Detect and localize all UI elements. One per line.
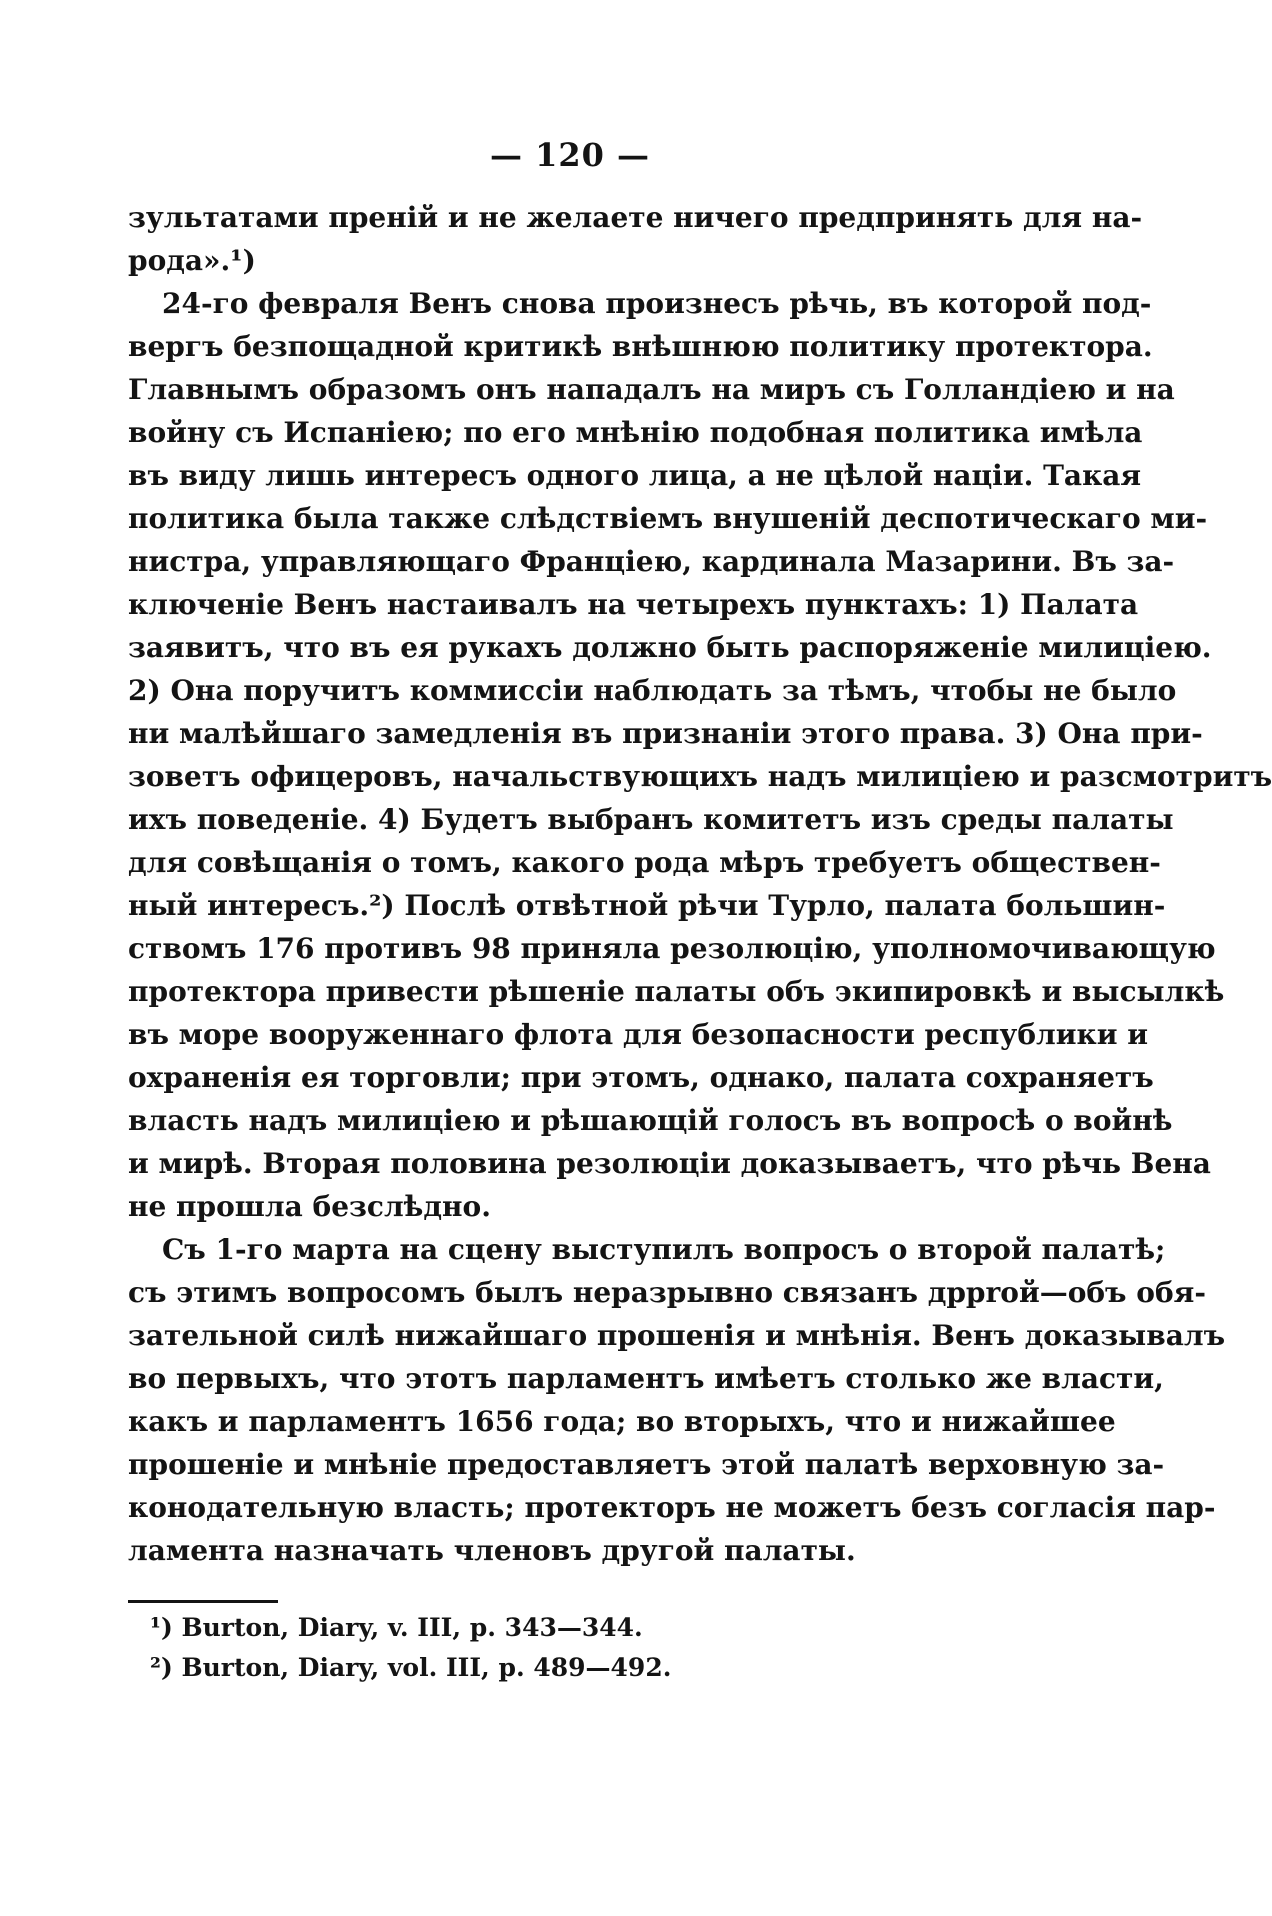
text-line: заявитъ, что въ ея рукахъ должно быть распоряженіе милиціею.: [128, 631, 1212, 664]
text-line: въ виду лишь интересъ одного лица, а не цѣлой націи. Такая: [128, 459, 1142, 492]
text-line: 2) Она поручитъ коммиссіи наблюдать за тѣмъ, чтобы не было: [128, 674, 1177, 707]
footnote-mark: ¹): [150, 1613, 173, 1642]
text-line: нистра, управляющаго Франціею, кардинала Мазарини. Въ за-: [128, 545, 1175, 578]
text-line: зательной силѣ нижайшаго прошенія и мнѣнія. Венъ доказывалъ: [128, 1319, 1226, 1352]
text-line: ствомъ 176 противъ 98 приняла резолюцію, уполномочивающую: [128, 932, 1216, 965]
text-line: во первыхъ, что этотъ парламентъ имѣетъ столько же власти,: [128, 1362, 1164, 1395]
text-line: Съ 1-го марта на сцену выступилъ вопросъ о второй палатѣ;: [162, 1233, 1166, 1266]
text-line: съ этимъ вопросомъ былъ неразрывно связанъ дррroй—объ обя-: [128, 1276, 1206, 1309]
text-line: ни малѣйшаго замедленія въ признаніи этого права. 3) Она при-: [128, 717, 1203, 750]
footnote-rule: [128, 1600, 278, 1603]
page-number: — 120 —: [489, 136, 651, 174]
text-line: Главнымъ образомъ онъ нападалъ на миръ съ Голландіею и на: [128, 373, 1175, 406]
text-line: не прошла безслѣдно.: [128, 1190, 491, 1223]
text-line: войну съ Испаніею; по его мнѣнію подобная политика имѣла: [128, 416, 1143, 449]
text-line: прошеніе и мнѣніе предоставляетъ этой палатѣ верховную за-: [128, 1448, 1165, 1481]
text-line: зоветъ офицеровъ, начальствующихъ надъ милиціею и разсмотритъ: [128, 760, 1272, 793]
text-line: и мирѣ. Вторая половина резолюціи доказываетъ, что рѣчь Вена: [128, 1147, 1211, 1180]
text-line: власть надъ милиціею и рѣшающій голосъ въ вопросѣ о войнѣ: [128, 1104, 1173, 1137]
text-line: протектора привести рѣшеніе палаты объ экипировкѣ и высылкѣ: [128, 975, 1225, 1008]
text-line: политика была также слѣдствіемъ внушеній деспотическаго ми-: [128, 502, 1208, 535]
footnote-mark: ²): [150, 1653, 173, 1682]
text-line: ихъ поведеніе. 4) Будетъ выбранъ комитетъ изъ среды палаты: [128, 803, 1174, 836]
text-line: зультатами преній и не желаете ничего предпринять для на-: [128, 201, 1143, 234]
footnote: [150, 1648, 671, 1688]
text-line: вергъ безпощадной критикѣ внѣшнюю политику протектора.: [128, 330, 1153, 363]
paragraph: [128, 196, 1143, 282]
text-line: для совѣщанія о томъ, какого рода мѣръ требуетъ обществен-: [128, 846, 1161, 879]
footnote-text: Burton, Diary, v. III, p. 343—344.: [181, 1613, 643, 1642]
text-line: охраненія ея торговли; при этомъ, однако, палата сохраняетъ: [128, 1061, 1154, 1094]
footnote-text: Burton, Diary, vol. III, p. 489—492.: [181, 1653, 672, 1682]
footnote: [150, 1608, 671, 1648]
text-line: въ море вооруженнаго флота для безопасности республики и: [128, 1018, 1149, 1051]
text-line: какъ и парламентъ 1656 года; во вторыхъ, что и нижайшее: [128, 1405, 1116, 1438]
paragraph: [128, 1228, 1226, 1572]
text-line: ламента назначать членовъ другой палаты.: [128, 1534, 856, 1567]
paragraph: [128, 282, 1272, 1228]
text-line: рода».¹): [128, 244, 256, 277]
text-line: 24-го февраля Венъ снова произнесъ рѣчь, въ которой под-: [162, 287, 1152, 320]
text-line: конодательную власть; протекторъ не можетъ безъ согласія пар-: [128, 1491, 1216, 1524]
text-line: ный интересъ.²) Послѣ отвѣтной рѣчи Турло, палата большин-: [128, 889, 1166, 922]
body-text: [128, 196, 1272, 1572]
text-line: ключеніе Венъ настаивалъ на четырехъ пунктахъ: 1) Палата: [128, 588, 1139, 621]
footnotes: [150, 1608, 671, 1688]
